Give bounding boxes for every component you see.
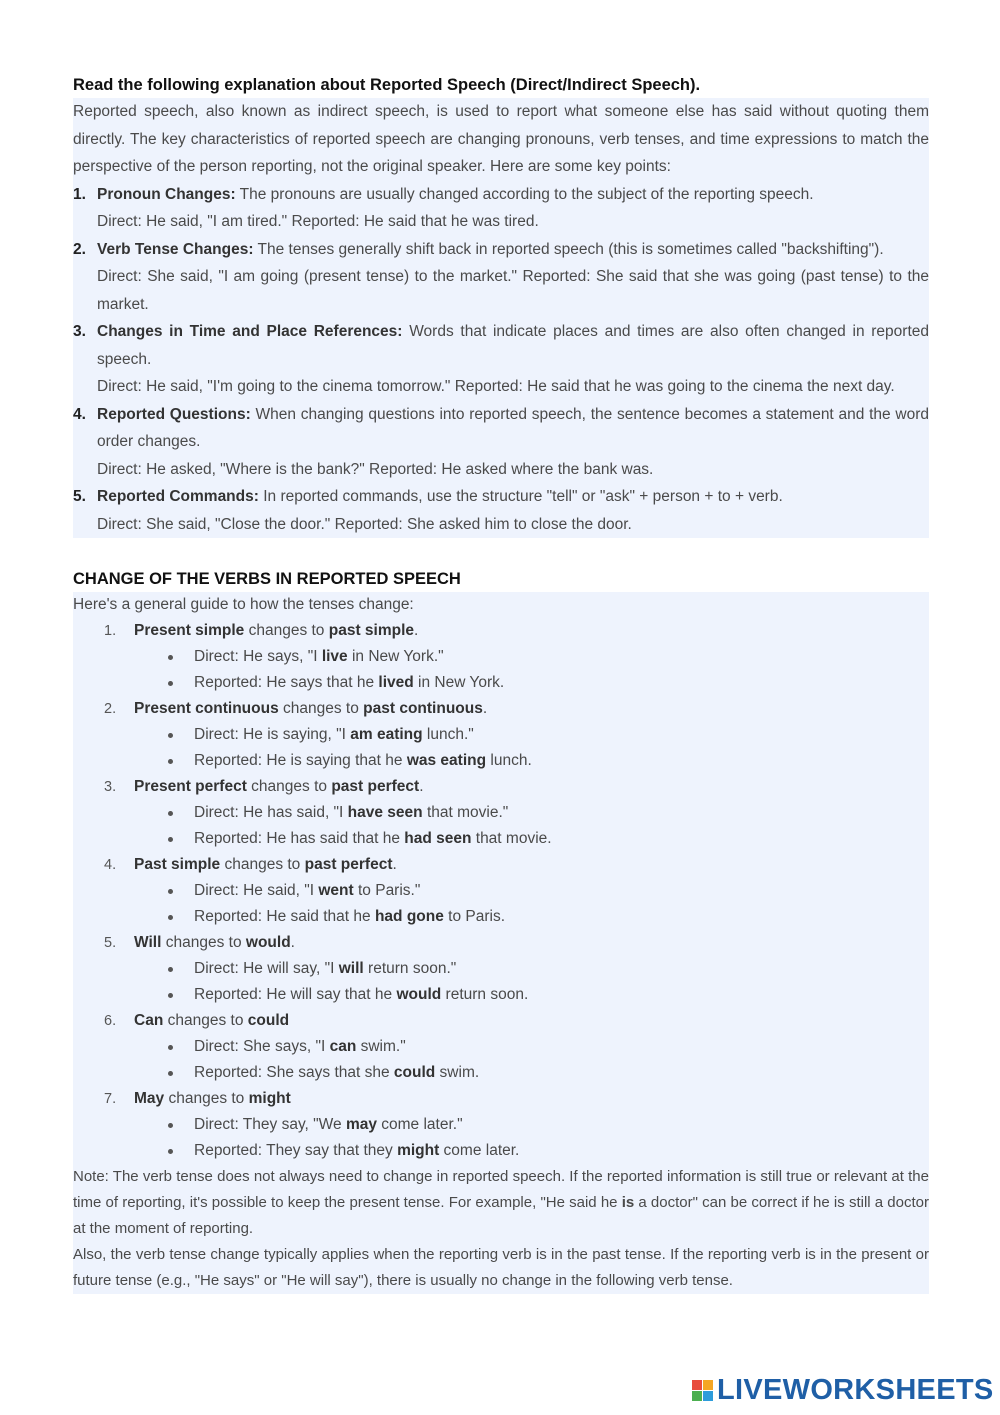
example-verb: could <box>393 1064 436 1081</box>
logo-text: LIVEWORKSHEETS <box>717 1374 994 1406</box>
tense-rule: 1. Present simple changes to past simple. <box>101 618 929 644</box>
rule-connector: changes to <box>167 1012 244 1029</box>
key-points-list <box>73 181 929 539</box>
bullet-icon <box>168 681 173 686</box>
tense-from: Will <box>134 934 162 951</box>
rule-connector: changes to <box>168 1090 245 1107</box>
rule-number: 3. <box>104 779 117 795</box>
tense-rule <box>101 1086 929 1112</box>
key-point <box>73 181 929 236</box>
logo-block <box>692 1391 702 1401</box>
tense-from: Present continuous <box>134 700 279 717</box>
tense-to: past perfect <box>331 778 420 795</box>
worksheet-page <box>73 72 929 1294</box>
bullet-icon <box>168 1045 173 1050</box>
rule-connector: changes to <box>283 700 359 717</box>
direct-example: Direct: She says, "I can swim." <box>73 1034 929 1060</box>
point-text: The tenses generally shift back in reported speech (this is sometimes called "backshifting"). <box>257 240 884 258</box>
tense-rule: 2. Present continuous changes to past continuous. <box>101 696 929 722</box>
point-text: Words that indicate places and times are also often changed in reported speech. <box>97 323 930 368</box>
tense-to: past continuous <box>363 700 483 717</box>
tense-guide <box>73 592 929 1294</box>
bullet-icon <box>168 837 173 842</box>
note-paragraph: Note: The verb tense does not always need to change in reported speech. If the reported information is still true or relevant at the time of reporting, it's possible to keep the present tense. For example, "He said he is a doctor" can be correct if he is still a doctor at the moment of reporting. <box>73 1168 930 1237</box>
point-heading: Reported Commands: <box>97 488 259 505</box>
tense-rule: 3. Present perfect changes to past perfect. <box>101 774 929 800</box>
logo-block <box>692 1380 702 1390</box>
example-verb: had seen <box>404 830 472 847</box>
section-title: CHANGE OF THE VERBS IN REPORTED SPEECH <box>73 570 461 588</box>
key-point <box>73 318 929 401</box>
bullet-icon <box>168 889 173 894</box>
rule-connector: changes to <box>251 778 328 795</box>
direct-example: Direct: They say, "We may come later." <box>73 1112 929 1138</box>
logo-block <box>703 1391 713 1401</box>
rule-number: 5. <box>104 935 117 951</box>
rule-number: 1. <box>104 623 117 639</box>
direct-example: Direct: He is saying, "I am eating lunch." <box>73 722 929 748</box>
bullet-icon <box>168 811 173 816</box>
tense-from: Past simple <box>134 856 221 873</box>
logo-block <box>703 1380 713 1390</box>
example-verb: may <box>345 1116 377 1133</box>
tense-to: past perfect <box>304 856 393 873</box>
liveworksheets-logo <box>692 1374 994 1406</box>
point-number: 3. <box>73 323 86 340</box>
example-verb: live <box>321 648 348 665</box>
point-text: In reported commands, use the structure "tell" or "ask" + person + to + verb. <box>263 488 783 505</box>
point-example: Direct: He said, "I am tired." Reported: He said that he was tired. <box>97 213 539 230</box>
rule-number: 7. <box>104 1091 117 1107</box>
tense-to: could <box>247 1012 290 1029</box>
tense-from: Present simple <box>134 622 245 639</box>
logo-blocks-icon <box>692 1380 713 1401</box>
bullet-icon <box>168 1123 173 1128</box>
reported-example: Reported: He has said that he had seen that movie. <box>73 826 929 852</box>
reported-example: Reported: He is saying that he was eating lunch. <box>73 748 929 774</box>
rule-connector: changes to <box>165 934 242 951</box>
example-verb: will <box>338 960 364 977</box>
bullet-icon <box>168 1149 173 1154</box>
point-example: Direct: She said, "I am going (present tense) to the market." Reported: She said that she was going (past tense) to the market. <box>97 268 929 313</box>
example-verb: had gone <box>374 908 444 925</box>
example-verb: can <box>329 1038 357 1055</box>
point-heading: Reported Questions: <box>97 405 251 423</box>
point-text: The pronouns are usually changed according to the subject of the reporting speech. <box>239 185 814 203</box>
reported-example: Reported: She says that she could swim. <box>73 1060 929 1086</box>
point-heading: Pronoun Changes: <box>97 185 236 203</box>
direct-example: Direct: He said, "I went to Paris." <box>73 878 929 904</box>
example-verb: would <box>396 986 442 1003</box>
rule-connector: changes to <box>224 856 301 873</box>
tense-rule: 4. Past simple changes to past perfect. <box>101 852 929 878</box>
bullet-icon <box>168 993 173 998</box>
key-point <box>73 236 929 319</box>
point-example: Direct: He asked, "Where is the bank?" Reported: He asked where the bank was. <box>97 460 654 478</box>
point-text: When changing questions into reported speech, the sentence becomes a statement and the word order changes. <box>97 405 929 450</box>
point-example: Direct: He said, "I'm going to the cinema tomorrow." Reported: He said that he was going to the cinema the next day. <box>97 378 895 395</box>
tense-to: past simple <box>328 622 415 639</box>
example-verb: was eating <box>406 752 487 769</box>
bullet-icon <box>168 733 173 738</box>
point-number: 4. <box>73 405 86 423</box>
tense-rule <box>101 1008 929 1034</box>
rule-number: 4. <box>104 857 117 873</box>
tense-to: might <box>248 1090 291 1107</box>
direct-example: Direct: He says, "I live in New York." <box>73 644 929 670</box>
intro-paragraph: Reported speech, also known as indirect speech, is used to report what someone else has said without quoting them directly. The key characteristics of reported speech are changing pronouns, verb tenses, and time expressions to match the perspective of the person reporting, not the original speaker. Here are some key points: <box>73 98 929 181</box>
point-example: Direct: She said, "Close the door." Reported: She asked him to close the door. <box>97 515 632 533</box>
bullet-icon <box>168 1071 173 1076</box>
reported-example: Reported: He will say that he would return soon. <box>73 982 929 1008</box>
key-point <box>73 483 929 538</box>
tense-from: May <box>134 1090 165 1107</box>
reported-example: Reported: He says that he lived in New York. <box>73 670 929 696</box>
section-spacer <box>73 538 929 566</box>
example-verb: have seen <box>347 804 423 821</box>
bullet-icon <box>168 915 173 920</box>
tense-from: Can <box>134 1012 164 1029</box>
point-heading: Verb Tense Changes: <box>97 240 254 258</box>
tense-from: Present perfect <box>134 778 247 795</box>
point-number: 1. <box>73 185 86 203</box>
reported-example: Reported: They say that they might come later. <box>73 1138 929 1164</box>
page-title: Read the following explanation about Reported Speech (Direct/Indirect Speech). <box>73 76 701 94</box>
point-number: 2. <box>73 240 86 258</box>
example-verb: might <box>397 1142 440 1159</box>
rule-number: 6. <box>104 1013 117 1029</box>
tense-to: would <box>245 934 291 951</box>
direct-example: Direct: He has said, "I have seen that movie." <box>73 800 929 826</box>
point-number: 5. <box>73 488 86 505</box>
direct-example: Direct: He will say, "I will return soon." <box>73 956 929 982</box>
reported-example: Reported: He said that he had gone to Paris. <box>73 904 929 930</box>
point-heading: Changes in Time and Place References: <box>97 323 403 340</box>
example-verb: went <box>318 882 354 899</box>
rule-number: 2. <box>104 701 117 717</box>
example-verb: lived <box>378 674 414 691</box>
tense-rules <box>73 618 929 1164</box>
tense-rule: 5. Will changes to would. <box>101 930 929 956</box>
example-verb: am eating <box>350 726 423 743</box>
guide-intro: Here's a general guide to how the tenses change: <box>73 596 414 613</box>
bullet-icon <box>168 655 173 660</box>
also-paragraph: Also, the verb tense change typically applies when the reporting verb is in the past tense. If the reporting verb is in the present or future tense (e.g., "He says" or "He will say"), there is usually no change in the following verb tense. <box>73 1246 929 1289</box>
bullet-icon <box>168 759 173 764</box>
key-point <box>73 401 929 484</box>
bullet-icon <box>168 967 173 972</box>
rule-connector: changes to <box>248 622 325 639</box>
